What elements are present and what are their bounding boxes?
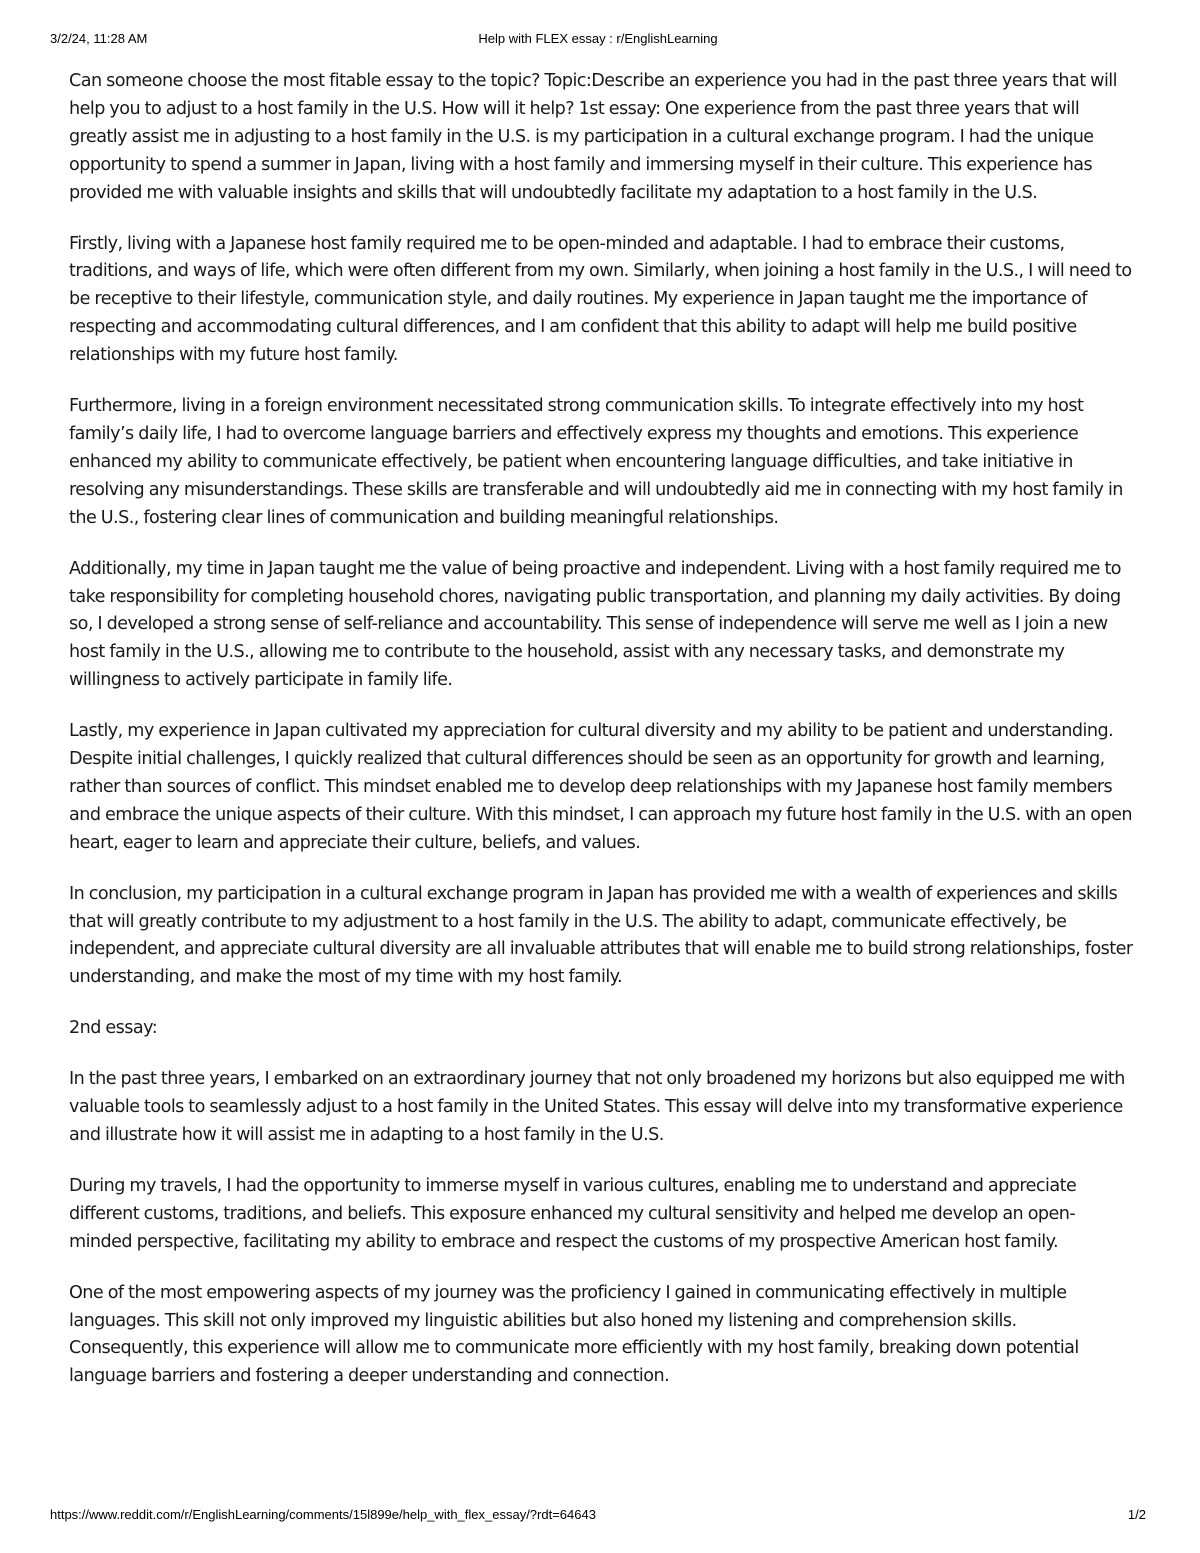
post-body (69, 68, 1137, 1414)
print-header (50, 31, 1146, 49)
print-url: https://www.reddit.com/r/EnglishLearning/comments/15l899e/help_with_flex_essay/?rdt=64643 (50, 1507, 596, 1522)
post-paragraph-1: Can someone choose the most fitable essay to the topic? Topic:Describe an experience you had in the past three years that will help you to adjust to a host family in the U.S. How will it help? 1st essay: One experience from the past three years that will greatly assist me in adjusting to a host family in the U.S. is my participation in a cultural exchange program. I had the unique opportunity to spend a summer in Japan, living with a host family and immersing myself in their culture. This experience has provided me with valuable insights and skills that will undoubtedly facilitate my adaptation to a host family in the U.S. (69, 71, 1117, 203)
print-page-title: Help with FLEX essay : r/EnglishLearning (478, 31, 718, 46)
post-paragraph-2: Firstly, living with a Japanese host family required me to be open-minded and adaptable. I had to embrace their customs, traditions, and ways of life, which were often different from my own. Similarly, when joining a host family in the U.S., I will need to be receptive to their lifestyle, communication style, and daily routines. My experience in Japan taught me the importance of respecting and accommodating cultural differences, and I am confident that this ability to adapt will help me build positive relationships with my future host family. (69, 233, 1132, 366)
post-paragraph-3: Furthermore, living in a foreign environment necessitated strong communication skills. To integrate effectively into my host family’s daily life, I had to overcome language barriers and effectively express my thoughts and emotions. This experience enhanced my ability to communicate effectively, be patient when encountering language difficulties, and take initiative in resolving any misunderstandings. These skills are transferable and will undoubtedly aid me in connecting with my host family in the U.S., fostering clear lines of communication and building meaningful relationships. (69, 396, 1123, 528)
print-datetime: 3/2/24, 11:28 AM (50, 31, 148, 46)
print-footer (50, 1507, 1146, 1525)
post-paragraph-8: In the past three years, I embarked on an extraordinary journey that not only broadened my horizons but also equipped me with valuable tools to seamlessly adjust to a host family in the United States. This essay will delve into my transformative experience and illustrate how it will assist me in adapting to a host family in the U.S. (69, 1069, 1125, 1145)
post-paragraph-5: Lastly, my experience in Japan cultivated my appreciation for cultural diversity and my ability to be patient and understanding. Despite initial challenges, I quickly realized that cultural differences should be seen as an opportunity for growth and learning, rather than sources of conflict. This mindset enabled me to develop deep relationships with my Japanese host family members and embrace the unique aspects of their culture. With this mindset, I can approach my future host family in the U.S. with an open heart, eager to learn and appreciate their culture, beliefs, and values. (69, 721, 1132, 853)
post-paragraph-9: During my travels, I had the opportunity to immerse myself in various cultures, enabling me to understand and appreciate different customs, traditions, and beliefs. This exposure enhanced my cultural sensitivity and helped me develop an open-minded perspective, facilitating my ability to embrace and respect the customs of my prospective American host family. (69, 1175, 1077, 1252)
print-page-number: 1/2 (1127, 1507, 1146, 1522)
post-paragraph-10: One of the most empowering aspects of my journey was the proficiency I gained in communicating effectively in multiple languages. This skill not only improved my linguistic abilities but also honed my listening and comprehension skills. Consequently, this experience will allow me to communicate more efficiently with my host family, breaking down potential language barriers and fostering a deeper understanding and connection. (69, 1282, 1079, 1387)
post-paragraph-4: Additionally, my time in Japan taught me the value of being proactive and independent. Living with a host family required me to take responsibility for completing household chores, navigating public transportation, and planning my daily activities. By doing so, I developed a strong sense of self-reliance and accountability. This sense of independence will serve me well as I join a new host family in the U.S., allowing me to contribute to the household, assist with any necessary tasks, and demonstrate my willingness to actively participate in family life. (69, 558, 1122, 691)
essay-heading: 2nd essay: (69, 1018, 158, 1039)
post-paragraph-6: In conclusion, my participation in a cultural exchange program in Japan has provided me with a wealth of experiences and skills that will greatly contribute to my adjustment to a host family in the U.S. The ability to adapt, communicate effectively, be independent, and appreciate cultural diversity are all invaluable attributes that will enable me to build strong relationships, foster understanding, and make the most of my time with my host family. (69, 883, 1133, 988)
